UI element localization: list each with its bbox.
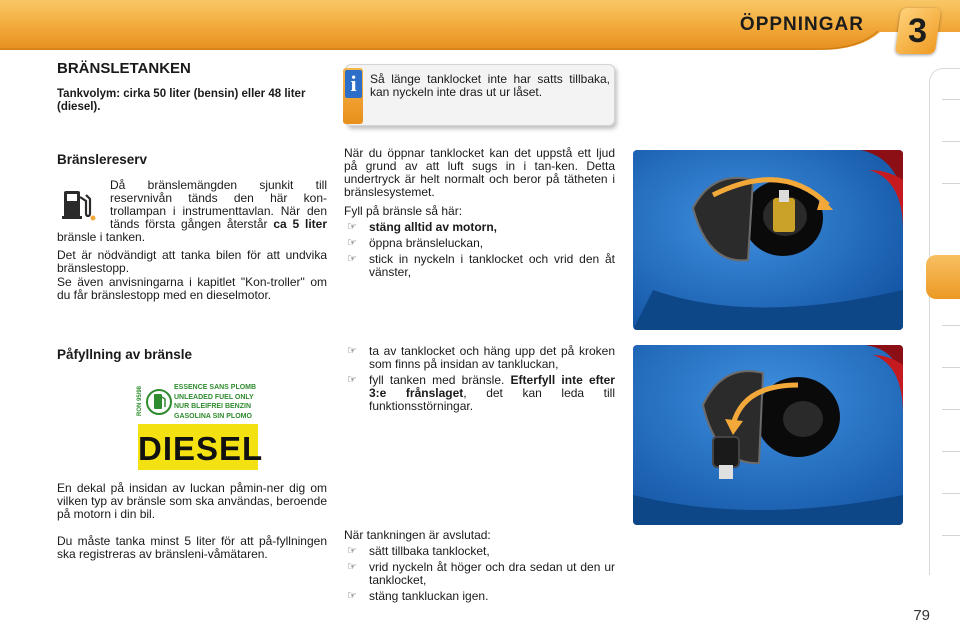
pointing-hand-icon: ☞ xyxy=(347,545,357,557)
fill-intro: Fyll på bränsle så här: xyxy=(344,204,463,218)
sticker-line: NUR BLEIFREI BENZIN xyxy=(174,403,251,410)
step-text: ta av tanklocket och häng upp det på kroken som finns på insidan av tankluckan, xyxy=(369,344,615,371)
done-intro: När tankningen är avslutad: xyxy=(344,528,491,542)
rail-tick xyxy=(942,493,960,494)
chapter-number: 3 xyxy=(908,12,927,50)
step-item xyxy=(344,374,615,413)
step-item xyxy=(344,561,615,587)
sticker-ron-label xyxy=(136,382,144,422)
step-text: sätt tillbaka tanklocket, xyxy=(369,544,490,558)
reserve-text-a: Då bränslemängden sjunkit till reservnivån tänds den här kon-trollampan i instrumenttavlan. När den tänds första gången återstår xyxy=(110,178,327,231)
reserve-amount: ca 5 liter xyxy=(273,217,327,231)
pointing-hand-icon: ☞ xyxy=(347,345,357,357)
reserve-paragraph-2: Det är nödvändigt att tanka bilen för att undvika bränslestopp. xyxy=(57,248,327,275)
rail-tick xyxy=(942,409,960,410)
pointing-hand-icon: ☞ xyxy=(347,221,357,233)
info-text: Så länge tanklocket inte har satts tillbaka, kan nyckeln inte dras ut ur låset. xyxy=(370,72,610,99)
step-item xyxy=(344,221,615,234)
rail-tick xyxy=(942,451,960,452)
step-text: stäng tankluckan igen. xyxy=(369,589,489,603)
reserve-paragraph-3: Se även anvisningarna i kapitlet "Kon-troller" om du får bränslestopp med en dieselmotor. xyxy=(57,275,327,302)
reserve-paragraph-1 xyxy=(57,179,327,244)
steps-list-2 xyxy=(344,345,615,416)
tank-volume: Tankvolym: cirka 50 liter (bensin) eller 48 liter (diesel). xyxy=(57,88,306,113)
photo-cap-on-hook xyxy=(633,345,903,525)
diesel-sticker xyxy=(138,424,264,470)
steps-list-3 xyxy=(344,545,615,606)
pointing-hand-icon: ☞ xyxy=(347,590,357,602)
step-text: öppna bränsleluckan, xyxy=(369,236,484,250)
rail-tick xyxy=(942,183,960,184)
rail-tick xyxy=(942,535,960,536)
step-item xyxy=(344,237,615,250)
pointing-hand-icon: ☞ xyxy=(347,237,357,249)
section-title: BRÄNSLETANKEN xyxy=(57,60,191,77)
step-text: fyll tanken med bränsle. xyxy=(369,373,511,387)
step-item xyxy=(344,545,615,558)
unleaded-pump-icon xyxy=(146,385,172,419)
pointing-hand-icon: ☞ xyxy=(347,374,357,386)
step-text: , det kan leda till funktionsstörningar. xyxy=(369,386,615,413)
reserve-text-b: bränsle i tanken. xyxy=(57,230,146,244)
rail-tick xyxy=(942,141,960,142)
step-warning: Efterfyll inte efter 3:e frånslaget xyxy=(369,373,615,400)
step-text: vrid nyckeln åt höger och dra sedan ut den ur tanklocket, xyxy=(369,560,615,587)
steps-list-1 xyxy=(344,221,615,282)
diesel-label: DIESEL xyxy=(138,430,264,467)
pointing-hand-icon: ☞ xyxy=(347,561,357,573)
chapter-tab-active[interactable] xyxy=(926,255,960,299)
step-item xyxy=(344,345,615,371)
fuel-flap-illustration xyxy=(633,150,903,330)
reserve-heading: Bränslereserv xyxy=(57,152,148,167)
unleaded-sticker xyxy=(136,382,262,422)
sticker-line: ESSENCE SANS PLOMB xyxy=(174,384,257,391)
refuel-heading: Påfyllning av bränsle xyxy=(57,347,193,362)
refuel-paragraph-1: En dekal på insidan av luckan påmin-ner dig om vilken typ av bränsle som ska användas, beroende på motorn i din bil. xyxy=(57,481,327,521)
intro-paragraph: När du öppnar tanklocket kan det uppstå ett ljud på grund av att luft sugs in i tan-ken. Detta undertryck är helt normalt och beror på tätheten i bränslesystemet. xyxy=(344,146,615,199)
step-item xyxy=(344,590,615,603)
sticker-text xyxy=(174,383,256,421)
page-number: 79 xyxy=(913,607,930,624)
pointing-hand-icon: ☞ xyxy=(347,253,357,265)
step-text: stäng alltid av motorn, xyxy=(369,220,498,234)
cap-hook-illustration xyxy=(633,345,903,525)
step-item xyxy=(344,253,615,279)
refuel-paragraph-2: Du måste tanka minst 5 liter för att på-fyllningen ska registreras av bränsleni-våmätaren. xyxy=(57,534,327,561)
rail-tick xyxy=(942,99,960,100)
step-text: stick in nyckeln i tanklocket och vrid den åt vänster, xyxy=(369,252,615,279)
rail-tick xyxy=(942,325,960,326)
photo-fuel-flap-key xyxy=(633,150,903,330)
rail-tick xyxy=(942,367,960,368)
ron-text: RON 95/98 xyxy=(137,386,143,417)
info-icon: i xyxy=(345,70,362,98)
side-tab-rail xyxy=(929,68,960,575)
chapter-title: ÖPPNINGAR xyxy=(739,14,864,35)
sticker-line: GASOLINA SIN PLOMO xyxy=(174,412,252,420)
sticker-line: UNLEADED FUEL ONLY xyxy=(174,393,254,401)
